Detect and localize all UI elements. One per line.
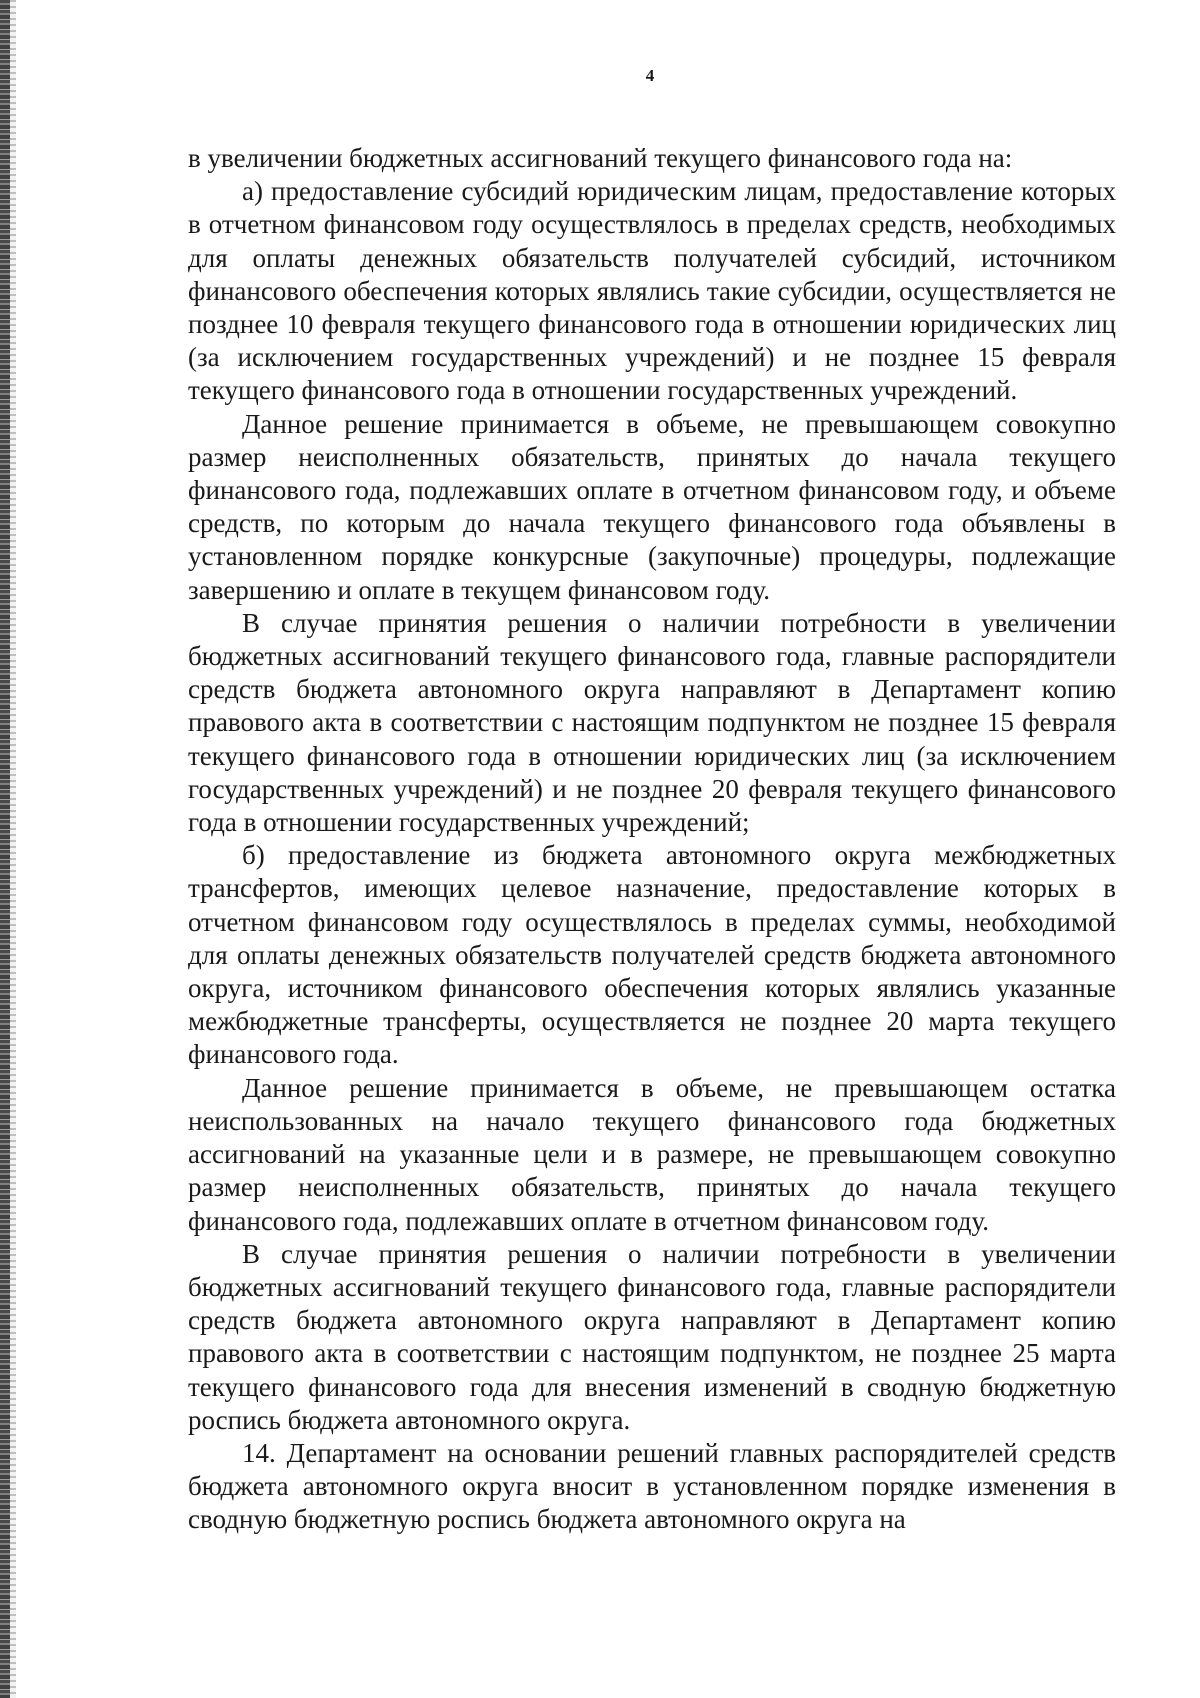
scan-binding-shadow: [10, 0, 16, 1698]
page-number: 4: [645, 66, 655, 85]
paragraph-intro: в увеличении бюджетных ассигнований текущего финансового года на:: [188, 143, 1013, 173]
document-body: [188, 142, 1116, 1537]
scan-binding-edge: [0, 0, 10, 1698]
paragraph-subitem-b: б) предоставление из бюджета автономного округа межбюджетных трансфертов, имеющих целевое назначение, предоставление которых в отчетном финансовом году осуществлялось в пределах суммы, необходимой для оплаты денежных обязательств получателей средств бюджета автономного округа, источником финансового обеспечения которых являлись указанные межбюджетные трансферты, осуществляется не позднее 20 марта текущего финансового года.: [188, 840, 1116, 1070]
paragraph-decision-volume-a: Данное решение принимается в объеме, не превышающем совокупно размер неисполненных обязательств, принятых до начала текущего финансового года, подлежавших оплате в отчетном финансовом году, и объеме средств, по которым до начала текущего финансового года объявлены в установленном порядке конкурсные (закупочные) процедуры, подлежащие завершению и оплате в текущем финансовом году.: [188, 408, 1116, 605]
paragraph-need-increase-b: В случае принятия решения о наличии потребности в увеличении бюджетных ассигнований текущего финансового года, главные распорядители средств бюджета автономного округа направляют в Департамент копию правового акта в соответствии с настоящим подпунктом, не позднее 25 марта текущего финансового года для внесения изменений в сводную бюджетную роспись бюджета автономного округа.: [188, 1238, 1116, 1435]
paragraph-need-increase-a: В случае принятия решения о наличии потребности в увеличении бюджетных ассигнований текущего финансового года, главные распорядители средств бюджета автономного округа направляют в Департамент копию правового акта в соответствии с настоящим подпунктом не позднее 15 февраля текущего финансового года в отношении юридических лиц (за исключением государственных учреждений) и не позднее 20 февраля текущего финансового года в отношении государственных учреждений;: [188, 607, 1116, 838]
paragraph-decision-volume-b: Данное решение принимается в объеме, не превышающем остатка неиспользованных на начало текущего финансового года бюджетных ассигнований на указанные цели и в размере, не превышающем совокупно размер неисполненных обязательств, принятых до начала текущего финансового года, подлежавших оплате в отчетном финансовом году.: [188, 1072, 1116, 1236]
paragraph-item-14: 14. Департамент на основании решений главных распорядителей средств бюджета автономного округа вносит в установленном порядке изменения в сводную бюджетную роспись бюджета автономного округа на: [188, 1437, 1116, 1535]
paragraph-subitem-a: а) предоставление субсидий юридическим лицам, предоставление которых в отчетном финансовом году осуществлялось в пределах средств, необходимых для оплаты денежных обязательств получателей субсидий, источником финансового обеспечения которых являлись такие субсидии, осуществляется не позднее 10 февраля текущего финансового года в отношении юридических лиц (за исключением государственных учреждений) и не позднее 15 февраля текущего финансового года в отношении государственных учреждений.: [188, 176, 1116, 406]
